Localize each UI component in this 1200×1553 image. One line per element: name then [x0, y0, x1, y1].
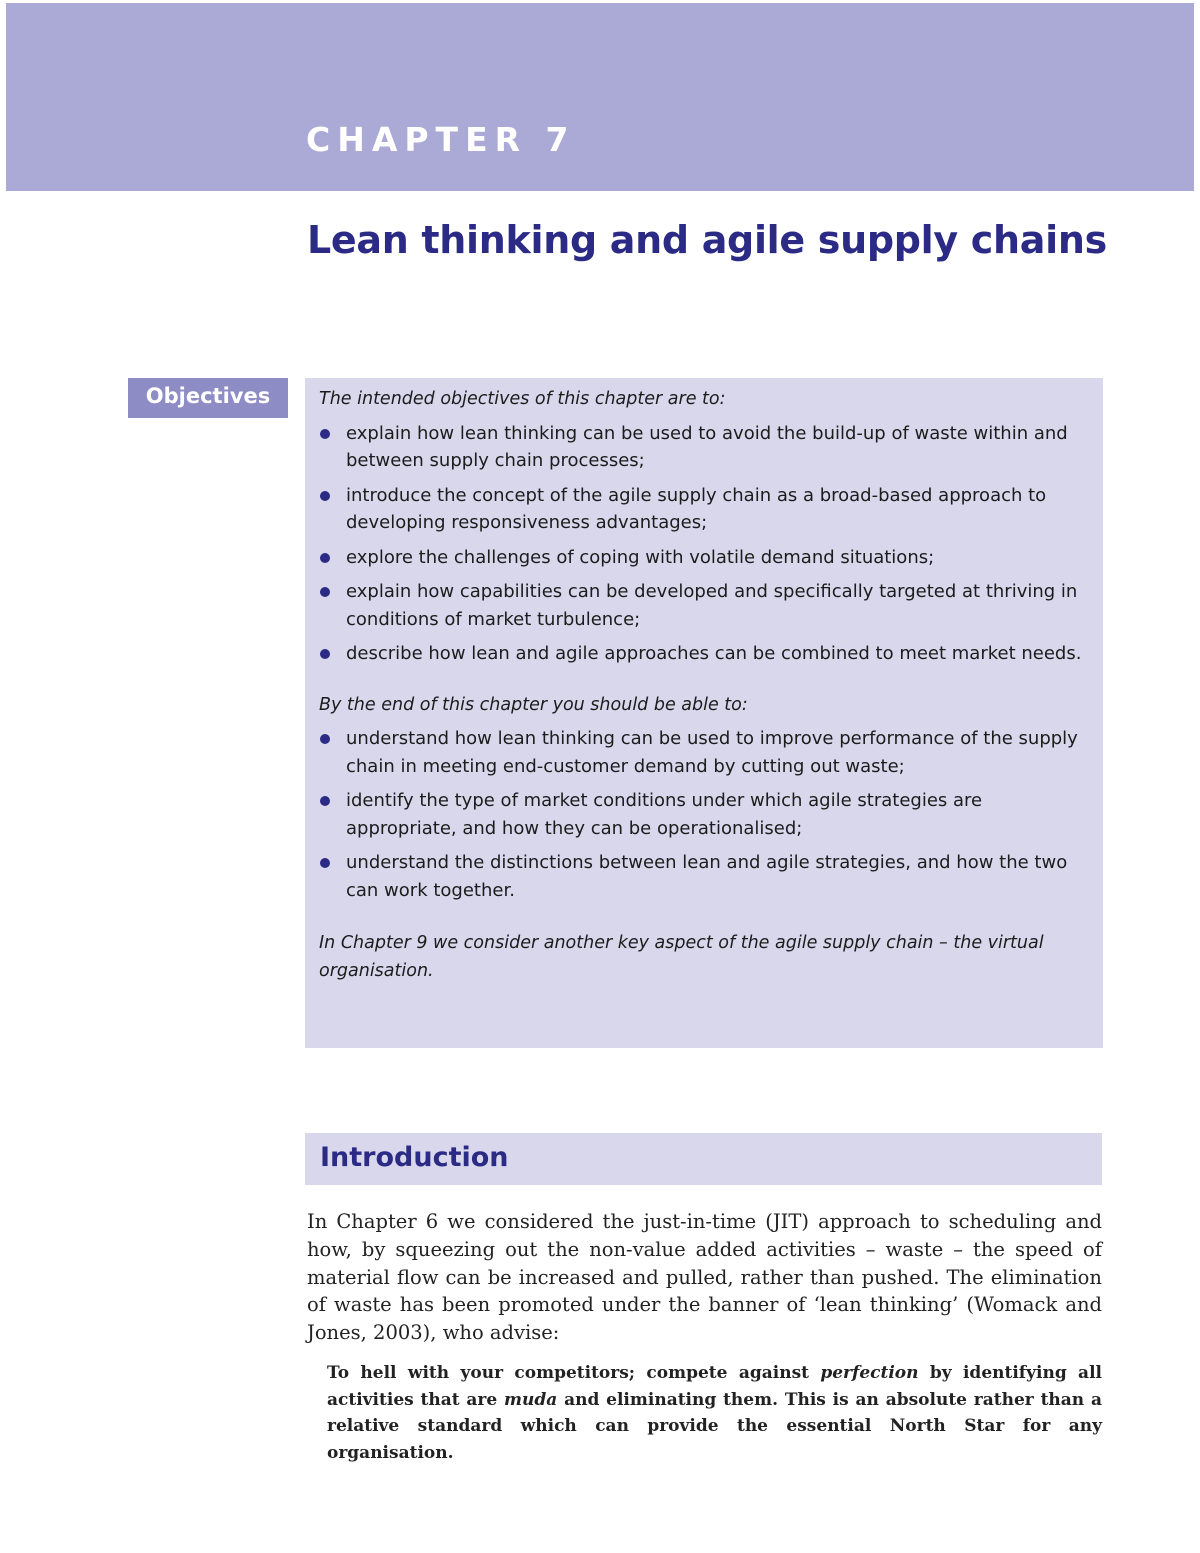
objectives-tab: Objectives: [128, 378, 288, 418]
quote-text-1: To hell with your competitors; compete against: [327, 1363, 821, 1383]
list-item: [319, 482, 1089, 537]
chapter-banner: [6, 3, 1194, 191]
chapter-title: Lean thinking and agile supply chains: [307, 218, 1107, 262]
bullet-icon: [320, 553, 330, 563]
objectives-lead: The intended objectives of this chapter are to:: [319, 389, 726, 409]
list-item-text: explore the challenges of coping with volatile demand situations;: [346, 546, 935, 568]
bullet-icon: [320, 587, 330, 597]
list-item-text: introduce the concept of the agile supply chain as a broad-based approach to developing responsiveness advantages;: [346, 484, 1047, 533]
quote-emphasis-muda: muda: [504, 1389, 558, 1410]
quote-text-3: and eliminating them. This is an absolute rather than a relative standard which can provide the essential North Star for any organisation.: [327, 1389, 1102, 1463]
list-item-text: describe how lean and agile approaches can be combined to meet market needs.: [346, 643, 1082, 664]
quote-emphasis-perfection: perfection: [820, 1363, 919, 1383]
list-item: [319, 849, 1089, 904]
list-item: [319, 544, 1089, 572]
list-item-text: understand the distinctions between lean and agile strategies, and how the two can work together.: [346, 852, 1068, 901]
list-item: [319, 420, 1089, 475]
chapter-label: CHAPTER 7: [306, 120, 576, 159]
list-item-text: identify the type of market conditions under which agile strategies are appropriate, and how they can be operationalised;: [346, 790, 983, 839]
list-item: [319, 640, 1089, 668]
bullet-icon: [320, 734, 330, 744]
list-item-text: understand how lean thinking can be used to improve performance of the supply chain in meeting end-customer demand by cutting out waste;: [346, 728, 1078, 777]
quote-text-2: by identifying all activities that are: [327, 1363, 1102, 1410]
objectives-content: [319, 386, 1089, 1003]
introduction-paragraph: In Chapter 6 we considered the just-in-time (JIT) approach to scheduling and how, by squeezing out the non-value added activities – waste – the speed of material flow can be increased and pulled, rather than pushed. The elimination of waste has been promoted under the banner of ‘lean thinking’ (Womack and Jones, 2003), who advise:: [307, 1210, 1102, 1345]
introduction-heading: Introduction: [320, 1142, 509, 1173]
bullet-icon: [320, 858, 330, 868]
outcomes-list: [319, 725, 1089, 904]
list-item-text: explain how capabilities can be developed and specifically targeted at thriving in conditions of market turbulence;: [346, 581, 1078, 630]
bullet-icon: [320, 796, 330, 806]
introduction-heading-bar: [305, 1133, 1102, 1185]
aims-list: [319, 420, 1089, 668]
bullet-icon: [320, 649, 330, 659]
list-item: [319, 578, 1089, 633]
bullet-icon: [320, 491, 330, 501]
quotation: [327, 1360, 1102, 1466]
list-item-text: explain how lean thinking can be used to avoid the build-up of waste within and between supply chain processes;: [346, 422, 1068, 471]
list-item: [319, 725, 1089, 780]
objectives-box: [305, 378, 1103, 1048]
outcomes-lead: By the end of this chapter you should be able to:: [319, 694, 748, 715]
closing-note: In Chapter 9 we consider another key aspect of the agile supply chain – the virtual organisation.: [319, 933, 1044, 981]
bullet-icon: [320, 429, 330, 439]
list-item: [319, 787, 1089, 842]
